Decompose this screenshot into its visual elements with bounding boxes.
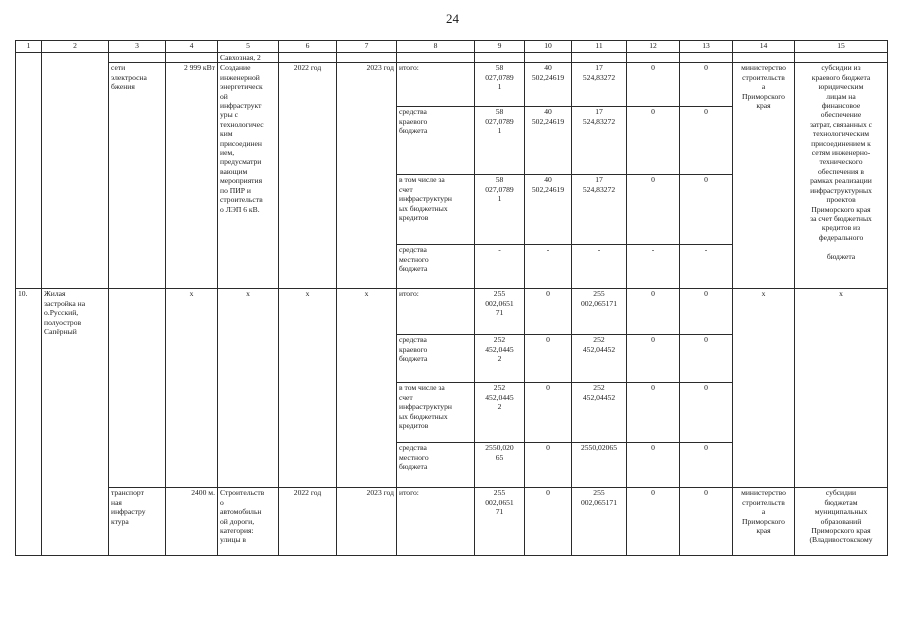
address-continuation-row [16, 53, 888, 63]
cell [109, 289, 166, 488]
amount-2024: 0 [627, 335, 680, 383]
funding-source-label: в том числе за счет инфраструктурн ых бюджетных кредитов [397, 383, 475, 443]
amount-2022: 40 502,24619 [525, 175, 572, 245]
amount-2025: 0 [680, 107, 733, 175]
funding-source-label: итого: [397, 63, 475, 107]
cell [279, 53, 337, 63]
amount-2023: 252 452,04452 [572, 335, 627, 383]
amount-2024: 0 [627, 383, 680, 443]
column-number: 4 [166, 41, 218, 53]
amount-total: 255 002,0651 71 [475, 488, 525, 556]
amount-2024: 0 [627, 107, 680, 175]
amount-2025: 0 [680, 488, 733, 556]
amount-2025: 0 [680, 335, 733, 383]
amount-2024: 0 [627, 488, 680, 556]
amount-total: 2550,020 65 [475, 443, 525, 488]
start-year: 2022 год [279, 488, 337, 556]
column-number: 9 [475, 41, 525, 53]
cell [627, 53, 680, 63]
object-type: транспорт ная инфрастру ктура [109, 488, 166, 556]
amount-2025: 0 [680, 175, 733, 245]
table-row [16, 289, 888, 335]
cell [733, 53, 795, 63]
amount-2022: 0 [525, 443, 572, 488]
cell [795, 53, 888, 63]
amount-2025: - [680, 245, 733, 289]
amount-2023: 17 524,83272 [572, 63, 627, 107]
page-number: 24 [446, 11, 459, 26]
end-year: 2023 год [337, 63, 397, 289]
amount-2023: 255 002,065171 [572, 488, 627, 556]
amount-total: 252 452,0445 2 [475, 383, 525, 443]
amount-2024: 0 [627, 175, 680, 245]
amount-2022: 0 [525, 335, 572, 383]
cell [397, 53, 475, 63]
amount-2025: 0 [680, 443, 733, 488]
end-year: х [337, 289, 397, 488]
amount-2024: - [627, 245, 680, 289]
amount-2023: 17 524,83272 [572, 107, 627, 175]
amount-2023: 17 524,83272 [572, 175, 627, 245]
column-number: 14 [733, 41, 795, 53]
amount-total: 58 027,0789 1 [475, 175, 525, 245]
executor: министерство строительств а Приморского края [733, 488, 795, 556]
start-year: 2022 год [279, 63, 337, 289]
row9-number-cell [16, 53, 42, 289]
capacity: х [166, 289, 218, 488]
note: субсидии бюджетам муниципальных образований Приморского края (Владивостокскому [795, 488, 888, 556]
funding-source-label: в том числе за счет инфраструктурн ых бюджетных кредитов [397, 175, 475, 245]
funding-source-label: средства краевого бюджета [397, 107, 475, 175]
amount-2023: 255 002,065171 [572, 289, 627, 335]
amount-total: - [475, 245, 525, 289]
column-number: 10 [525, 41, 572, 53]
amount-2022: 0 [525, 289, 572, 335]
column-number: 2 [42, 41, 109, 53]
note: х [795, 289, 888, 488]
capacity: 2400 м. [166, 488, 218, 556]
amount-total: 58 027,0789 1 [475, 107, 525, 175]
column-number: 7 [337, 41, 397, 53]
cell [525, 53, 572, 63]
funding-source-label: итого: [397, 488, 475, 556]
amount-2023: - [572, 245, 627, 289]
cell [166, 53, 218, 63]
amount-2024: 0 [627, 63, 680, 107]
cell [475, 53, 525, 63]
amount-2022: 0 [525, 488, 572, 556]
table-row [16, 63, 888, 107]
funding-source-label: средства местного бюджета [397, 245, 475, 289]
amount-2024: 0 [627, 443, 680, 488]
start-year: х [279, 289, 337, 488]
capacity: 2 999 кВт [166, 63, 218, 289]
cell [572, 53, 627, 63]
row9-name-cell [42, 53, 109, 289]
column-number: 1 [16, 41, 42, 53]
column-number: 13 [680, 41, 733, 53]
row-number: 10. [16, 289, 42, 556]
object-type: сети электросна бжения [109, 63, 166, 289]
column-number-row [16, 41, 888, 53]
amount-2023: 252 452,04452 [572, 383, 627, 443]
column-number: 3 [109, 41, 166, 53]
amount-2023: 2550,02065 [572, 443, 627, 488]
table-row [16, 488, 888, 556]
cell [109, 53, 166, 63]
amount-2022: - [525, 245, 572, 289]
amount-2022: 0 [525, 383, 572, 443]
column-number: 15 [795, 41, 888, 53]
column-number: 12 [627, 41, 680, 53]
funding-source-label: итого: [397, 289, 475, 335]
object-description: Создание инженерной энергетическ ой инфраструкт уры с технологичес ким присоединен ием, предусматри вающим мероприятия по ПИР и строительств о ЛЭП 6 кВ. [218, 63, 279, 289]
column-number: 6 [279, 41, 337, 53]
amount-2025: 0 [680, 289, 733, 335]
amount-2022: 40 502,24619 [525, 63, 572, 107]
object-description: Строительств о автомобильн ой дороги, категория: улицы в [218, 488, 279, 556]
executor: министерство строительств а Приморского края [733, 63, 795, 289]
amount-total: 252 452,0445 2 [475, 335, 525, 383]
object-description: х [218, 289, 279, 488]
funding-source-label: средства краевого бюджета [397, 335, 475, 383]
object-name: Жилая застройка на о.Русский, полуостров Сапёрный [42, 289, 109, 556]
cell [337, 53, 397, 63]
amount-2024: 0 [627, 289, 680, 335]
executor: х [733, 289, 795, 488]
column-number: 11 [572, 41, 627, 53]
amount-total: 255 002,0651 71 [475, 289, 525, 335]
amount-2025: 0 [680, 383, 733, 443]
cell [680, 53, 733, 63]
column-number: 5 [218, 41, 279, 53]
amount-2022: 40 502,24619 [525, 107, 572, 175]
column-number: 8 [397, 41, 475, 53]
budget-table [15, 40, 888, 556]
amount-2025: 0 [680, 63, 733, 107]
amount-total: 58 027,0789 1 [475, 63, 525, 107]
funding-source-label: средства местного бюджета [397, 443, 475, 488]
note: субсидии из краевого бюджета юридическим лицам на финансовое обеспечение затрат, связанных с технологическим присоединением к сетям инженерно- технического обеспечения в рамках реализации инфраструктурных проектов Приморского края за счет бюджетных кредитов из федерального бюджета [795, 63, 888, 289]
address-continuation: Савхозная, 2 [218, 53, 279, 63]
end-year: 2023 год [337, 488, 397, 556]
